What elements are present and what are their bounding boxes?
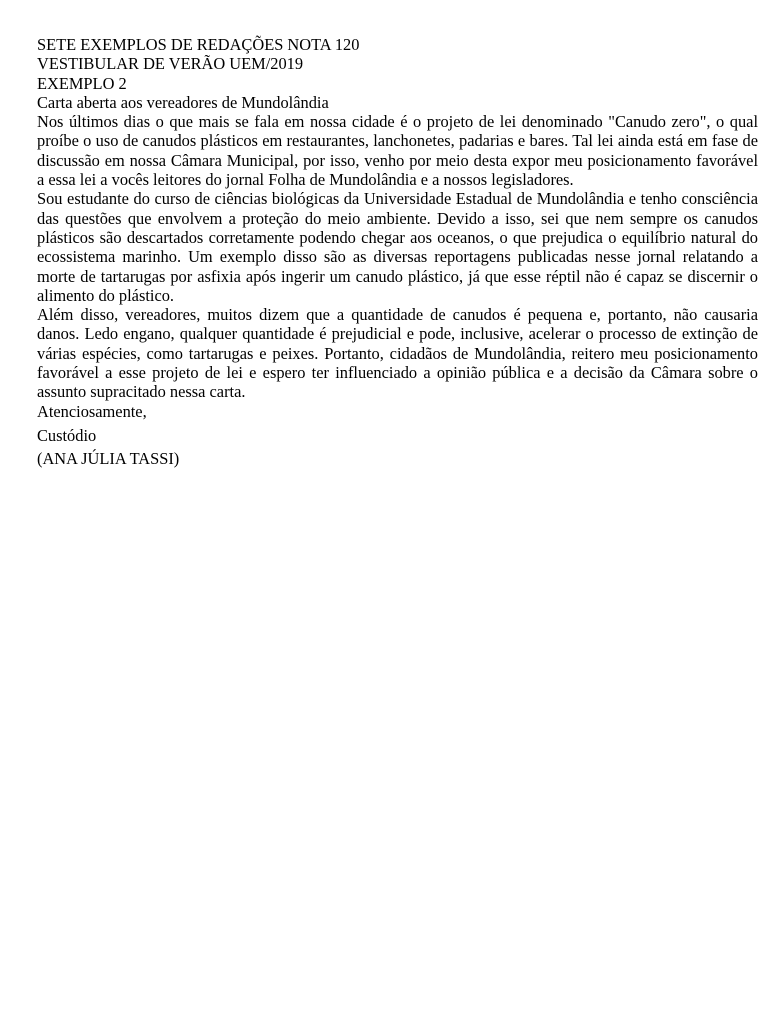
header-example-label: EXEMPLO 2 [37,73,127,93]
document-page [37,35,758,469]
letter-paragraph-1: Nos últimos dias o que mais se fala em nossa cidade é o projeto de lei denominado "Canudo zero", o qual proíbe o uso de canudos plásticos em restaurantes, lanchonetes, padarias e bares. Tal lei ainda está em fase de discussão em nossa Câmara Municipal, por isso, venho por meio desta expor meu posicionamento favorável a essa lei a vocês leitores do jornal Folha de Mundolândia e a nossos legisladores. [37,112,758,190]
letter-title: Carta aberta aos vereadores de Mundolândia [37,92,329,112]
header-title: SETE EXEMPLOS DE REDAÇÕES NOTA 120 [37,35,360,54]
letter-closing: Atenciosamente, [37,401,147,421]
header-subtitle: VESTIBULAR DE VERÃO UEM/2019 [37,54,304,74]
letter-signature: Custódio [37,425,97,445]
author-name: (ANA JÚLIA TASSI) [37,449,180,469]
letter-paragraph-2: Sou estudante do curso de ciências biológicas da Universidade Estadual de Mundolândia e tenho consciência das questões que envolvem a proteção do meio ambiente. Devido a isso, sei que nem sempre os canudos plásticos são descartados corretamente podendo chegar aos oceanos, o que prejudica o equilíbrio natural do ecossistema marinho. Um exemplo disso são as diversas reportagens publicadas nesse jornal relatando a morte de tartarugas por asfixia após ingerir um canudo plástico, já que esse réptil não é capaz se discernir o alimento do plástico. [37,189,758,305]
letter-paragraph-3: Além disso, vereadores, muitos dizem que a quantidade de canudos é pequena e, portanto, não causaria danos. Ledo engano, qualquer quantidade é prejudicial e pode, inclusive, acelerar o processo de extinção de várias espécies, como tartarugas e peixes. Portanto, cidadãos de Mundolândia, reitero meu posicionamento favorável a esse projeto de lei e espero ter influenciado a opinião pública e a decisão da Câmara sobre o assunto supracitado nessa carta. [37,305,758,402]
